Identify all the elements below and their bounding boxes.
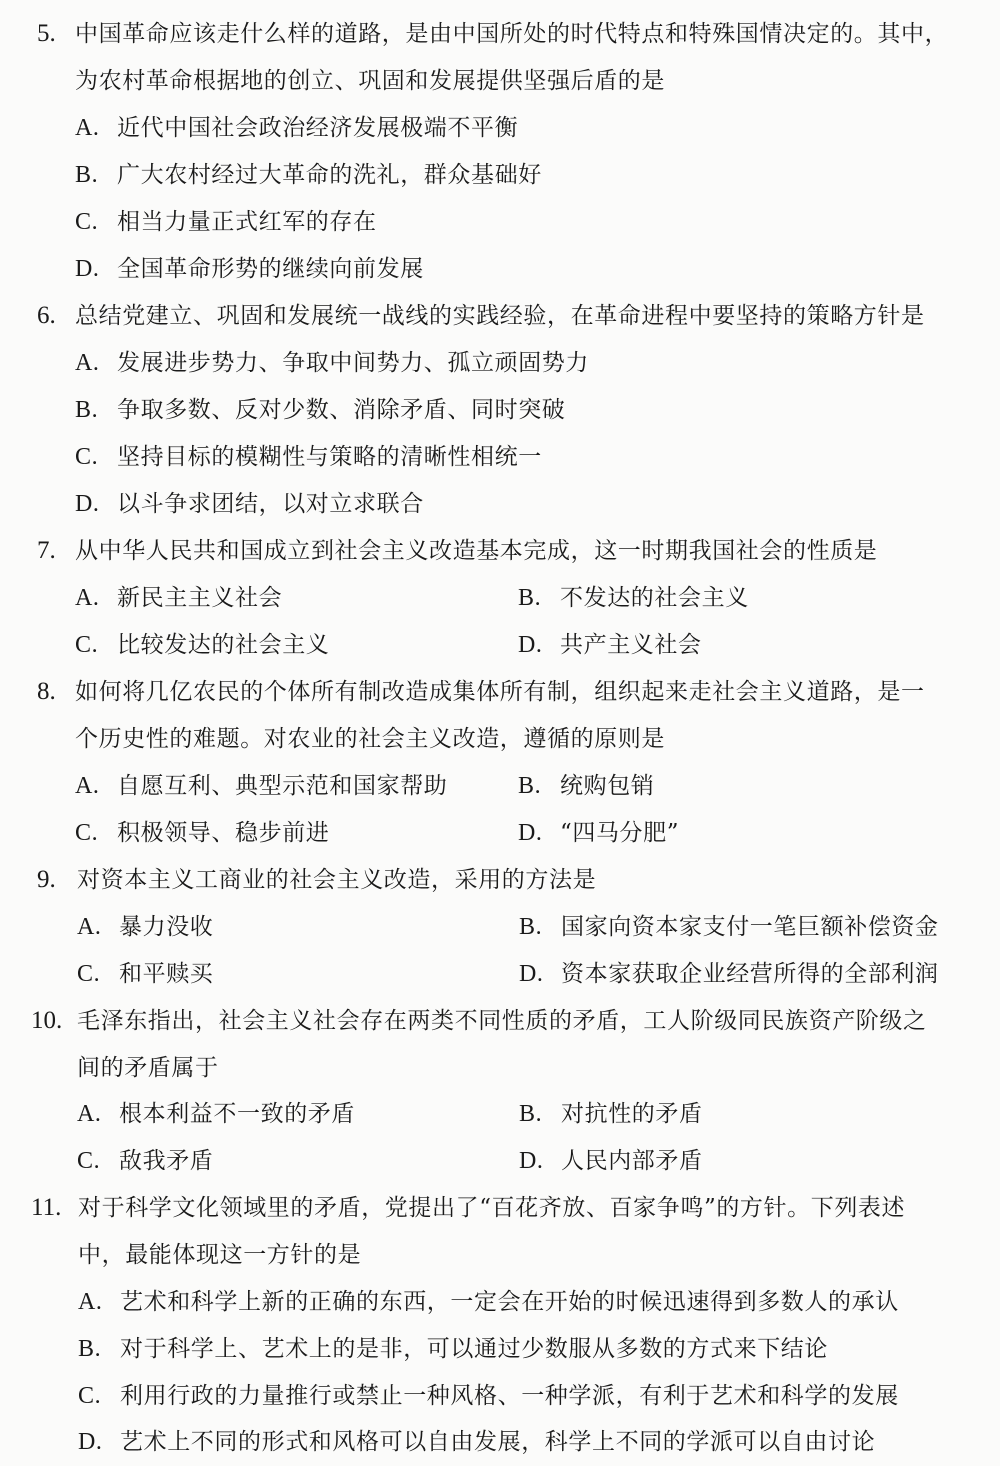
option-label: D. <box>75 256 100 282</box>
question-stem-line: 中国革命应该走什么样的道路，是由中国所处的时代特点和特殊国情决定的。其中， <box>75 21 949 47</box>
option-label: B. <box>75 162 99 188</box>
option-label: A. <box>75 350 100 376</box>
question-number: 11. <box>31 1194 62 1221</box>
option-label: D. <box>518 632 543 658</box>
option-text: 艺术和科学上新的正确的东西，一定会在开始的时候迅速得到多数人的承认 <box>120 1289 899 1315</box>
option-text: 相当力量正式红军的存在 <box>117 209 377 235</box>
option-a <box>77 1094 355 1134</box>
option-label: D. <box>75 491 100 517</box>
option-text: 统购包销 <box>560 773 655 799</box>
option-a <box>77 907 213 947</box>
option-text: 和平赎买 <box>119 961 214 987</box>
option-text: 争取多数、反对少数、消除矛盾、同时突破 <box>117 397 566 423</box>
option-text: 全国革命形势的继续向前发展 <box>117 256 424 282</box>
option-d <box>75 249 424 289</box>
option-label: C. <box>75 209 99 235</box>
option-text: 暴力没收 <box>119 914 214 940</box>
option-label: D. <box>519 961 544 987</box>
question-number: 7. <box>37 537 56 564</box>
option-label: D. <box>519 1148 544 1174</box>
option-b <box>519 1094 703 1134</box>
question-stem-line: 如何将几亿农民的个体所有制改造成集体所有制，组织起来走社会主义道路，是一 <box>75 679 925 705</box>
option-label: B. <box>519 914 543 940</box>
option-c <box>78 1376 899 1416</box>
option-label: D. <box>78 1429 103 1455</box>
option-text: 共产主义社会 <box>560 632 702 658</box>
option-text: 发展进步势力、争取中间势力、孤立顽固势力 <box>117 350 589 376</box>
question-number: 10. <box>31 1007 63 1034</box>
option-c <box>77 1141 213 1181</box>
option-b <box>519 907 939 947</box>
option-d <box>518 625 702 665</box>
option-label: A. <box>75 585 100 611</box>
question-stem-line: 毛泽东指出，社会主义社会存在两类不同性质的矛盾，工人阶级同民族资产阶级之 <box>77 1008 927 1034</box>
question-stem-line: 间的矛盾属于 <box>77 1055 219 1081</box>
option-label: A. <box>78 1289 103 1315</box>
option-a <box>75 578 282 618</box>
option-label: B. <box>518 585 542 611</box>
option-c <box>77 954 213 994</box>
option-label: A. <box>77 1101 102 1127</box>
option-d <box>519 1141 703 1181</box>
option-text: 以斗争求团结，以对立求联合 <box>117 491 424 517</box>
question-stem-line: 总结党建立、巩固和发展统一战线的实践经验，在革命进程中要坚持的策略方针是 <box>75 303 925 329</box>
option-b <box>78 1329 828 1369</box>
option-text: 近代中国社会政治经济发展极端不平衡 <box>117 115 519 141</box>
option-c <box>75 625 329 665</box>
option-label: A. <box>75 115 100 141</box>
option-text: “四马分肥” <box>560 820 680 846</box>
option-text: 坚持目标的模糊性与策略的清晰性相统一 <box>117 444 542 470</box>
question-number: 6. <box>37 302 56 329</box>
option-text: 资本家获取企业经营所得的全部利润 <box>561 961 939 987</box>
question-number: 9. <box>37 866 56 893</box>
option-label: A. <box>75 773 100 799</box>
option-text: 广大农村经过大革命的洗礼，群众基础好 <box>117 162 542 188</box>
option-text: 国家向资本家支付一笔巨额补偿资金 <box>561 914 939 940</box>
option-label: C. <box>75 444 99 470</box>
question-number: 5. <box>37 20 56 47</box>
option-label: B. <box>519 1101 543 1127</box>
option-text: 人民内部矛盾 <box>561 1148 703 1174</box>
option-d <box>75 484 424 524</box>
option-a <box>75 108 518 148</box>
question-stem-line: 为农村革命根据地的创立、巩固和发展提供坚强后盾的是 <box>75 68 665 94</box>
option-label: B. <box>518 773 542 799</box>
option-c <box>75 437 542 477</box>
option-label: B. <box>78 1336 102 1362</box>
option-b <box>518 766 654 806</box>
option-text: 根本利益不一致的矛盾 <box>119 1101 355 1127</box>
option-d <box>78 1422 875 1462</box>
option-text: 新民主主义社会 <box>117 585 283 611</box>
option-label: A. <box>77 914 102 940</box>
option-c <box>75 202 377 242</box>
question-stem-line: 中，最能体现这一方针的是 <box>78 1242 362 1268</box>
option-a <box>78 1282 899 1322</box>
question-stem-line: 从中华人民共和国成立到社会主义改造基本完成，这一时期我国社会的性质是 <box>75 538 878 564</box>
option-label: B. <box>75 397 99 423</box>
option-label: C. <box>75 820 99 846</box>
option-c <box>75 813 329 853</box>
option-label: C. <box>75 632 99 658</box>
option-a <box>75 343 589 383</box>
option-b <box>75 155 542 195</box>
option-label: C. <box>78 1383 102 1409</box>
option-text: 艺术上不同的形式和风格可以自由发展，科学上不同的学派可以自由讨论 <box>120 1429 876 1455</box>
option-text: 对于科学上、艺术上的是非，可以通过少数服从多数的方式来下结论 <box>120 1336 828 1362</box>
option-text: 自愿互利、典型示范和国家帮助 <box>117 773 448 799</box>
option-text: 利用行政的力量推行或禁止一种风格、一种学派，有利于艺术和科学的发展 <box>120 1383 899 1409</box>
question-stem-line: 对资本主义工商业的社会主义改造，采用的方法是 <box>77 867 597 893</box>
option-label: D. <box>518 820 543 846</box>
option-text: 比较发达的社会主义 <box>117 632 330 658</box>
question-number: 8. <box>37 678 56 705</box>
option-text: 对抗性的矛盾 <box>561 1101 703 1127</box>
option-a <box>75 766 447 806</box>
option-text: 敌我矛盾 <box>119 1148 214 1174</box>
option-label: C. <box>77 961 101 987</box>
option-b <box>518 578 749 618</box>
option-b <box>75 390 565 430</box>
question-stem-line: 个历史性的难题。对农业的社会主义改造，遵循的原则是 <box>75 726 665 752</box>
option-d <box>519 954 939 994</box>
option-text: 积极领导、稳步前进 <box>117 820 330 846</box>
option-label: C. <box>77 1148 101 1174</box>
option-text: 不发达的社会主义 <box>560 585 749 611</box>
question-stem-line: 对于科学文化领域里的矛盾，党提出了“百花齐放、百家争鸣”的方针。下列表述 <box>78 1195 906 1221</box>
option-d <box>518 813 679 853</box>
